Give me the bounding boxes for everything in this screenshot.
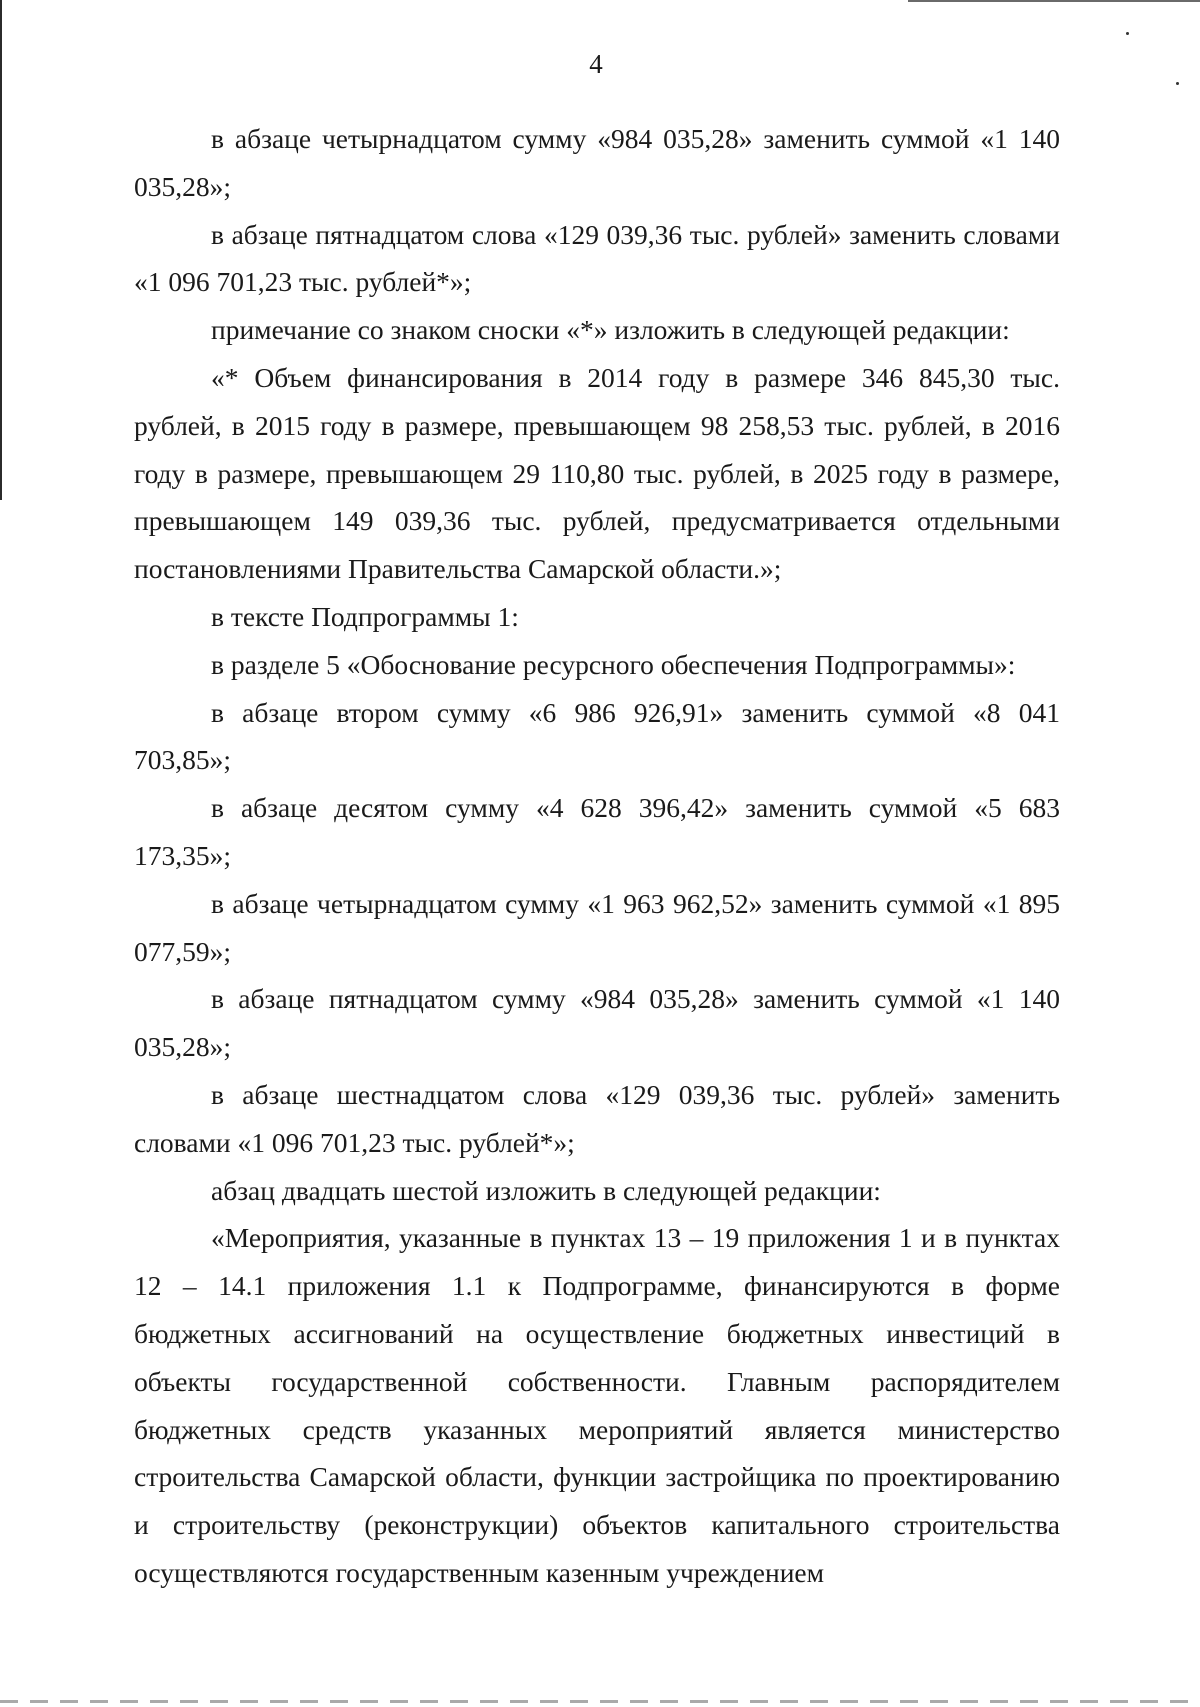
paragraph-3: примечание со знаком сноски «*» изложить в следующей редакции:	[211, 314, 1010, 346]
scan-edge-bottom	[0, 1700, 1200, 1703]
paragraph-12: абзац двадцать шестой изложить в следующей редакции:	[211, 1174, 881, 1206]
paragraph-7: в абзаце втором сумму «6 986 926,91» заменить суммой «8 041 703,85»;	[134, 696, 1060, 776]
paragraph-5: в тексте Подпрограммы 1:	[211, 600, 519, 632]
paragraph-11: в абзаце шестнадцатом слова «129 039,36 тыс. рублей» заменить словами «1 096 701,23 тыс. рублей*»;	[134, 1078, 1060, 1158]
paragraph-9: в абзаце четырнадцатом сумму «1 963 962,52» заменить суммой «1 895 077,59»;	[134, 887, 1060, 967]
document-body	[134, 115, 1060, 1597]
paragraph-6: в разделе 5 «Обоснование ресурсного обеспечения Подпрограммы»:	[211, 648, 1016, 680]
paragraph-4: «* Объем финансирования в 2014 году в размере 346 845,30 тыс. рублей, в 2015 году в размере, превышающем 98 258,53 тыс. рублей, в 2016 году в размере, превышающем 29 110,80 тыс. рублей, в 2025 году в размере, превышающем 149 039,36 тыс. рублей, предусматривается отдельными постановлениями Правительства Самарской области.»;	[134, 361, 1060, 585]
paragraph-1: в абзаце четырнадцатом сумму «984 035,28» заменить суммой «1 140 035,28»;	[134, 123, 1060, 202]
scan-speck	[1126, 32, 1129, 35]
scan-edge-top	[908, 0, 1200, 2]
scan-speck	[1176, 82, 1179, 85]
paragraph-2: в абзаце пятнадцатом слова «129 039,36 тыс. рублей» заменить словами «1 096 701,23 тыс. рублей*»;	[134, 218, 1060, 298]
paragraph-8: в абзаце десятом сумму «4 628 396,42» заменить суммой «5 683 173,35»;	[134, 792, 1060, 871]
paragraph-10: в абзаце пятнадцатом сумму «984 035,28» заменить суммой «1 140 035,28»;	[134, 983, 1060, 1063]
page-number: 4	[589, 49, 603, 79]
paragraph-13: «Мероприятия, указанные в пунктах 13 – 19 приложения 1 и в пунктах 12 – 14.1 приложения 1.1 к Подпрограмме, финансируются в форме бюджетных ассигнований на осуществление бюджетных инвестиций в объекты государственной собственности. Главным распорядителем бюджетных средств указанных мероприятий является министерство строительства Самарской области, функции застройщика по проектированию и строительству (реконструкции) объектов капитального строительства осуществляются государственным казенным учреждением	[134, 1222, 1060, 1588]
